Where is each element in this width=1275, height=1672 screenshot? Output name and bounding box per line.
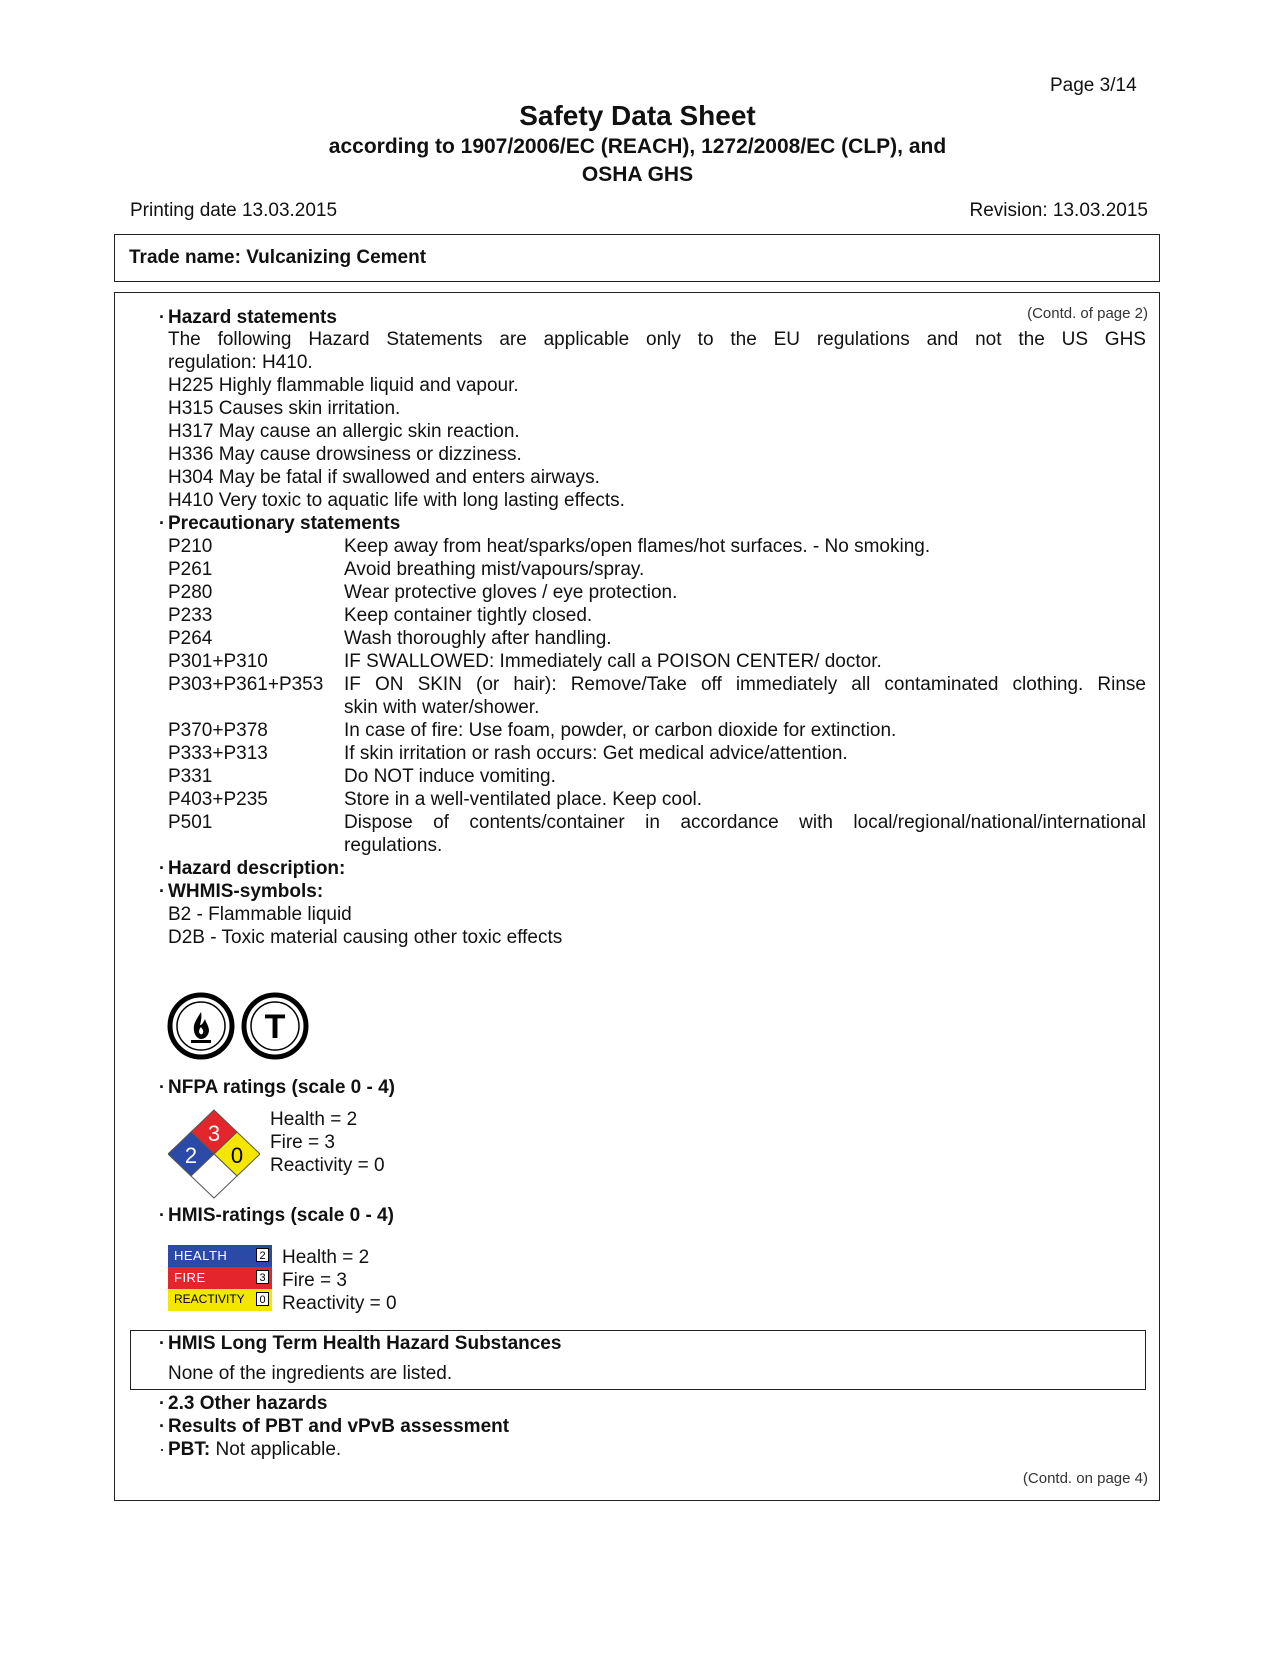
hmis-health: Health = 2 bbox=[282, 1247, 370, 1268]
p-code: P233 bbox=[168, 605, 213, 626]
p-text: If skin irritation or rash occurs: Get medical advice/attention. bbox=[344, 743, 848, 764]
long-term-heading: · HMIS Long Term Health Hazard Substances bbox=[159, 1333, 562, 1354]
hazard-item: H336 May cause drowsiness or dizziness. bbox=[168, 444, 522, 465]
printing-date: Printing date 13.03.2015 bbox=[130, 200, 338, 221]
p-text: Dispose of contents/container in accordance with local/regional/national/international bbox=[344, 812, 1146, 833]
p-text: In case of fire: Use foam, powder, or carbon dioxide for extinction. bbox=[344, 720, 897, 741]
toxic-t-icon bbox=[244, 995, 306, 1057]
p-code: P303+P361+P353 bbox=[168, 674, 324, 695]
hmis-reactivity-row bbox=[168, 1289, 272, 1311]
hmis-health-label: HEALTH bbox=[174, 1248, 228, 1263]
hmis-fire-label: FIRE bbox=[174, 1270, 206, 1285]
p-code: P331 bbox=[168, 766, 213, 787]
nfpa-reactivity-value: 0 bbox=[230, 1143, 244, 1168]
p-text: Keep container tightly closed. bbox=[344, 605, 593, 626]
whmis-heading: · WHMIS-symbols: bbox=[159, 881, 324, 902]
whmis-item: D2B - Toxic material causing other toxic effects bbox=[168, 927, 563, 948]
trade-name: Trade name: Vulcanizing Cement bbox=[129, 247, 427, 268]
nfpa-reactivity: Reactivity = 0 bbox=[270, 1155, 385, 1176]
hazard-intro-2: regulation: H410. bbox=[168, 352, 313, 373]
hmis-health-row bbox=[168, 1245, 272, 1267]
p-text: Avoid breathing mist/vapours/spray. bbox=[344, 559, 645, 580]
hazard-intro: The following Hazard Statements are applicable only to the EU regulations and not the US GHS bbox=[168, 329, 1146, 350]
hazard-statements-heading: · Hazard statements bbox=[159, 307, 337, 328]
other-hazards-heading: · 2.3 Other hazards bbox=[159, 1393, 328, 1414]
p-code: P264 bbox=[168, 628, 213, 649]
document-subtitle-2: OSHA GHS bbox=[581, 163, 694, 186]
hmis-reactivity: Reactivity = 0 bbox=[282, 1293, 397, 1314]
p-code: P403+P235 bbox=[168, 789, 268, 810]
revision-date: Revision: 13.03.2015 bbox=[969, 200, 1148, 221]
hmis-reactivity-label: REACTIVITY bbox=[174, 1292, 245, 1306]
hmis-fire-value: 3 bbox=[256, 1270, 269, 1284]
flame-icon bbox=[170, 995, 232, 1057]
p-text: Keep away from heat/sparks/open flames/hot surfaces. - No smoking. bbox=[344, 536, 931, 557]
nfpa-fire-value: 3 bbox=[207, 1121, 221, 1146]
p-text-cont: regulations. bbox=[344, 835, 443, 856]
p-code: P280 bbox=[168, 582, 213, 603]
nfpa-heading: · NFPA ratings (scale 0 - 4) bbox=[159, 1077, 396, 1098]
p-code: P210 bbox=[168, 536, 213, 557]
p-code: P370+P378 bbox=[168, 720, 268, 741]
hmis-fire: Fire = 3 bbox=[282, 1270, 347, 1291]
document-subtitle: according to 1907/2006/EC (REACH), 1272/2008/EC (CLP), and bbox=[328, 135, 947, 158]
nfpa-diamond bbox=[168, 1108, 260, 1200]
trade-name-box bbox=[114, 234, 1160, 282]
hazard-item: H304 May be fatal if swallowed and enters airways. bbox=[168, 467, 600, 488]
p-code: P301+P310 bbox=[168, 651, 268, 672]
page-number: Page 3/14 bbox=[1050, 75, 1137, 96]
p-text: Wash thoroughly after handling. bbox=[344, 628, 612, 649]
pbt-label: PBT: bbox=[168, 1439, 211, 1460]
hazard-description-heading: · Hazard description: bbox=[159, 858, 346, 879]
hazard-item: H225 Highly flammable liquid and vapour. bbox=[168, 375, 519, 396]
pbt-value: Not applicable. bbox=[215, 1439, 342, 1460]
p-text: IF ON SKIN (or hair): Remove/Take off immediately all contaminated clothing. Rinse bbox=[344, 674, 1146, 695]
hmis-label bbox=[168, 1245, 272, 1311]
p-code: P333+P313 bbox=[168, 743, 268, 764]
p-text-cont: skin with water/shower. bbox=[344, 697, 540, 718]
pbt-line: · PBT: Not applicable. bbox=[159, 1439, 342, 1460]
hmis-fire-row bbox=[168, 1267, 272, 1289]
pbt-assessment-heading: · Results of PBT and vPvB assessment bbox=[159, 1416, 510, 1437]
hmis-reactivity-value: 0 bbox=[256, 1292, 269, 1306]
nfpa-health: Health = 2 bbox=[270, 1109, 358, 1130]
nfpa-health-value: 2 bbox=[184, 1143, 198, 1168]
whmis-symbols bbox=[166, 990, 312, 1062]
whmis-item: B2 - Flammable liquid bbox=[168, 904, 352, 925]
nfpa-fire: Fire = 3 bbox=[270, 1132, 335, 1153]
p-text: Wear protective gloves / eye protection. bbox=[344, 582, 678, 603]
p-code: P261 bbox=[168, 559, 213, 580]
precautionary-heading: · Precautionary statements bbox=[159, 513, 401, 534]
hazard-item: H317 May cause an allergic skin reaction. bbox=[168, 421, 520, 442]
continued-on: (Contd. on page 4) bbox=[1022, 1470, 1148, 1487]
p-text: Store in a well-ventilated place. Keep cool. bbox=[344, 789, 703, 810]
p-text: Do NOT induce vomiting. bbox=[344, 766, 556, 787]
hmis-heading: · HMIS-ratings (scale 0 - 4) bbox=[159, 1205, 394, 1226]
toxic-symbol-letter: T bbox=[264, 1008, 286, 1046]
p-code: P501 bbox=[168, 812, 213, 833]
continued-from: (Contd. of page 2) bbox=[1027, 305, 1148, 322]
p-text: IF SWALLOWED: Immediately call a POISON CENTER/ doctor. bbox=[344, 651, 882, 672]
long-term-text: None of the ingredients are listed. bbox=[168, 1363, 453, 1384]
hmis-health-value: 2 bbox=[256, 1248, 269, 1262]
hazard-item: H315 Causes skin irritation. bbox=[168, 398, 401, 419]
hazard-item: H410 Very toxic to aquatic life with long lasting effects. bbox=[168, 490, 625, 511]
document-title: Safety Data Sheet bbox=[519, 100, 756, 131]
